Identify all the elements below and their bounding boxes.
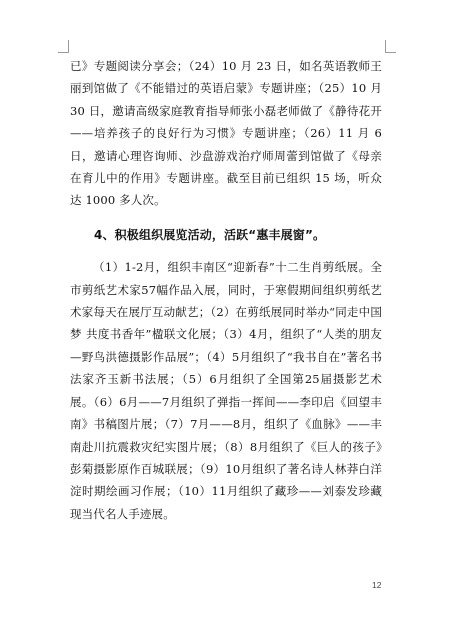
section-heading: 4、积极组织展览活动，活跃“惠丰展窗”。 bbox=[94, 227, 326, 242]
crop-mark-top-left bbox=[58, 40, 69, 53]
paragraph-exhibitions: （1）1-2月，组织丰南区“迎新春”十二生肖剪纸展。全市剪纸艺术家57幅作品入展，同时，于寒假期间组织剪纸艺术家每天在展厅互动献艺；（2）在剪纸展同时举办“同走中国梦 共度书香年”楹联文化展；（3）4月，组织了“人类的朋友—野鸟洪德摄影作品展”；（4）5月组织了“我书自在”著名书法家齐玉新书法展；（5）6月组织了全国第25届摄影艺术展。（6）6月——7月组织了弹指一挥间——李印启《回望丰南》书稿图片展；（7）7月——8月，组织了《血脉》——丰南赴川抗震救灾纪实图片展；（8）8月组织了《巨人的孩子》彭菊摄影原作百城联展；（9）10月组织了著名诗人林莽白洋淀时期绘画习作展；（10）11月组织了藏珍——刘泰发珍藏现当代名人手迹展。 bbox=[70, 260, 382, 521]
body-text bbox=[70, 55, 382, 525]
page-number: 12 bbox=[372, 580, 382, 590]
paragraph-lectures: 已》专题阅读分享会；（24）10 月 23 日，如名英语教师王丽到馆做了《不能错过的英语启蒙》专题讲座；（25）10 月 30 日，邀请高级家庭教育指导师张小磊老师做了《静待花开——培养孩子的良好行为习惯》专题讲座；（26）11 月 6 日，邀请心理咨询师、沙盘游戏治疗师周蕾到馆做了《母亲在育儿中的作用》专题讲座。截至目前已组织 15 场，听众达 1000 多人次。 bbox=[70, 59, 382, 208]
crop-mark-top-right bbox=[385, 40, 396, 53]
